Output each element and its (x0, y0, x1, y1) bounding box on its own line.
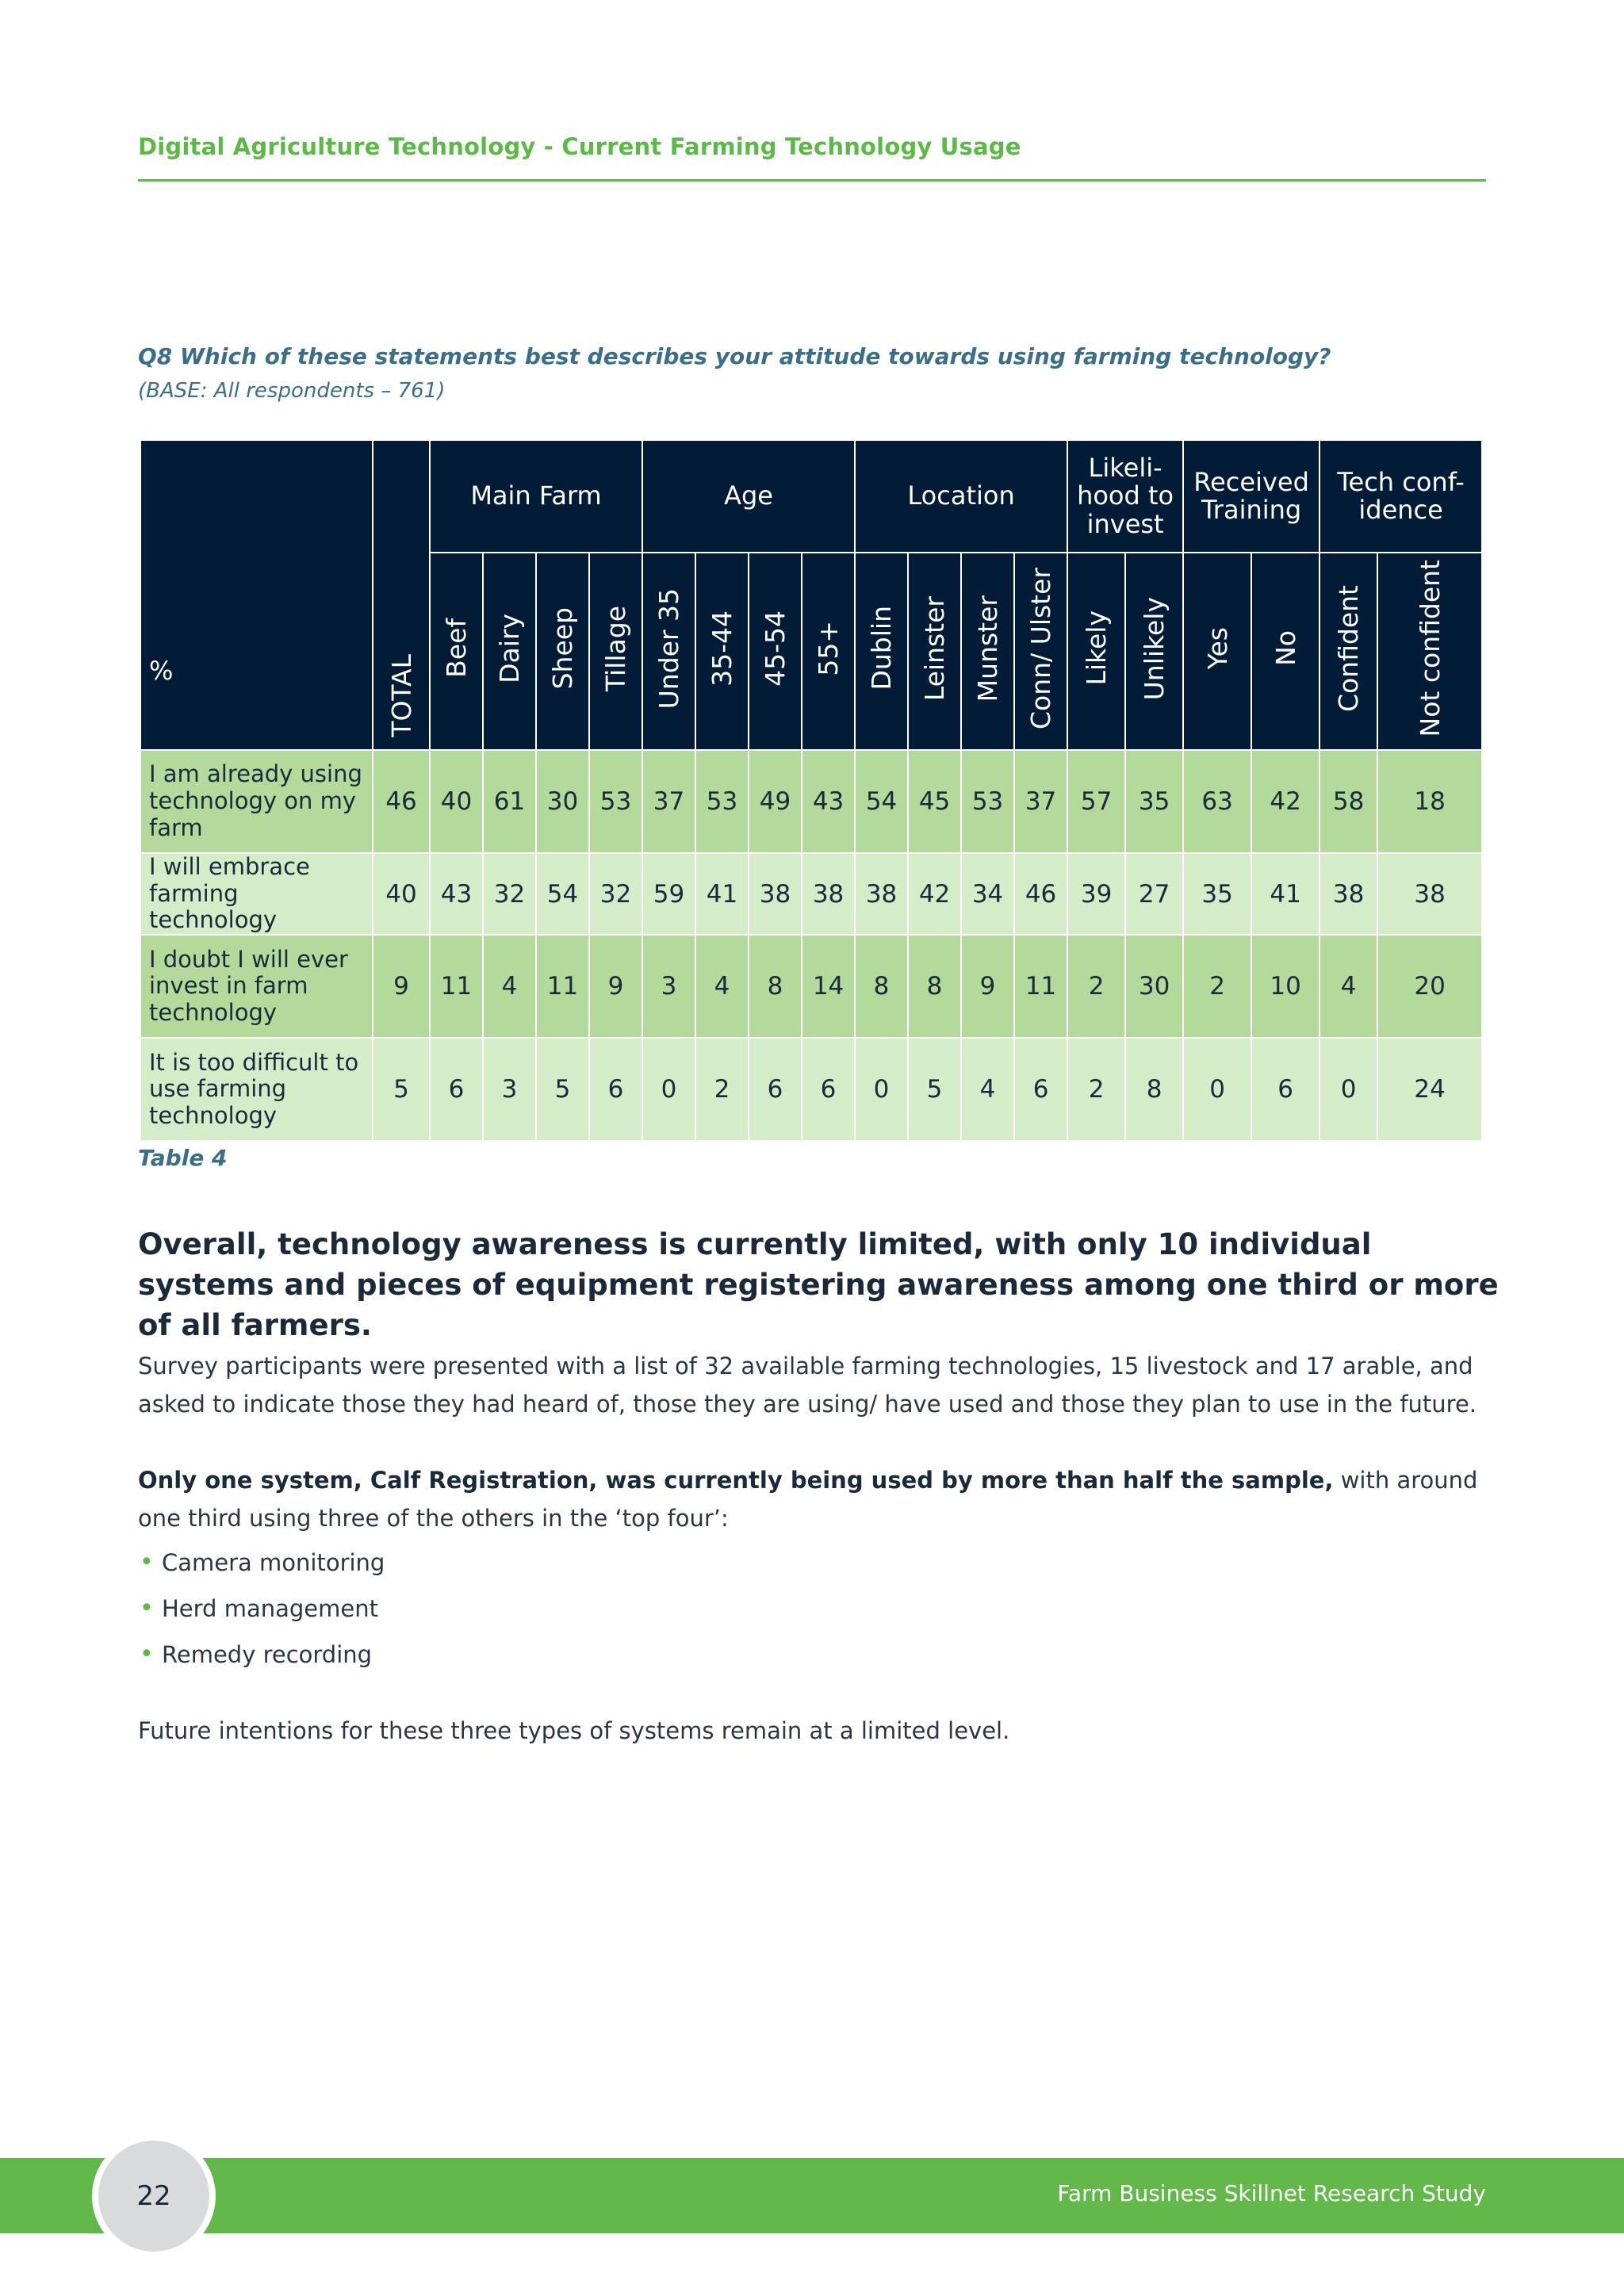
table-cell: 11 (430, 935, 483, 1038)
col-header-label: Munster (972, 595, 1004, 702)
col-header-label: 45-54 (760, 610, 791, 687)
table-cell: 0 (1183, 1038, 1251, 1141)
paragraph-survey: Survey participants were presented with a list of 32 available farming technologies, 15 livestock and 17 arable, and asked to indicate those they had heard of, those they are using/ have used and those they plan to use in the future. (138, 1353, 1477, 1418)
table-cell: 53 (589, 750, 642, 853)
col-header-leinster (908, 553, 961, 750)
table-cell: 45 (908, 750, 961, 853)
footer-publication-title: Farm Business Skillnet Research Study (1057, 2180, 1486, 2206)
group-header-training: Received Training (1183, 440, 1320, 553)
table-cell: 38 (1377, 853, 1482, 936)
paragraph-rest: with around one third using three of the others in the ‘top four’: (138, 1467, 1478, 1532)
col-header-tillage (589, 553, 642, 750)
col-header-35-44 (695, 553, 749, 750)
table-cell: 11 (536, 935, 589, 1038)
table-cell: 40 (373, 853, 430, 936)
base-note: (BASE: All respondents – 761) (138, 379, 446, 403)
col-header-label: Unlikely (1139, 596, 1170, 700)
table-cell: 4 (695, 935, 749, 1038)
table-cell: 3 (483, 1038, 536, 1141)
list-item-text: Camera monitoring (162, 1549, 385, 1576)
col-header-unlikely (1125, 553, 1183, 750)
table-cell: 6 (749, 1038, 802, 1141)
table-cell: 49 (749, 750, 802, 853)
col-header-no (1251, 553, 1320, 750)
table-cell: 42 (908, 853, 961, 936)
col-header-dairy (483, 553, 536, 750)
bullet-dot-icon: • (140, 1548, 154, 1576)
table-cell: 46 (1014, 853, 1067, 936)
table-cell: 9 (589, 935, 642, 1038)
page-number: 22 (98, 2141, 209, 2252)
table-cell: 27 (1125, 853, 1183, 936)
question-text: Q8 Which of these statements best describes your attitude towards using farming technology? (138, 343, 1331, 369)
col-header-munster (961, 553, 1014, 750)
table-cell: 42 (1251, 750, 1320, 853)
col-header-label: Sheep (547, 607, 578, 690)
section-headline: Overall, technology awareness is currently limited, with only 10 individual systems and pieces of equipment registering awareness among one third or more of all farmers. (138, 1227, 1499, 1343)
table-cell: 37 (1014, 750, 1067, 853)
col-header-total (373, 440, 430, 750)
col-header-label: Under 35 (653, 587, 685, 709)
table-cell: 6 (589, 1038, 642, 1141)
list-item-text: Herd management (162, 1595, 378, 1622)
col-header-label: No (1270, 630, 1301, 667)
table-cell: 32 (483, 853, 536, 936)
col-header-label: Beef (441, 618, 472, 679)
col-header-label: 35-44 (707, 610, 738, 687)
table-cell: 37 (642, 750, 695, 853)
table-cell: 58 (1320, 750, 1377, 853)
list-item (138, 1586, 385, 1632)
table-cell: 0 (855, 1038, 908, 1141)
bullet-dot-icon: • (140, 1594, 154, 1622)
col-header-label: Dairy (494, 613, 525, 683)
col-header-label: Confident (1333, 584, 1365, 712)
table-cell: 41 (695, 853, 749, 936)
table-row (140, 853, 1482, 936)
col-header-label: Leinster (919, 595, 951, 701)
table-cell: 6 (1251, 1038, 1320, 1141)
corner-percent: % (140, 440, 373, 750)
table-cell: 18 (1377, 750, 1482, 853)
col-header-label: Yes (1201, 627, 1233, 670)
col-header-label: Dublin (866, 606, 898, 691)
table-body (140, 750, 1482, 1142)
col-header-sheep (536, 553, 589, 750)
table-cell: 6 (430, 1038, 483, 1141)
col-header-conn-ulster (1014, 553, 1067, 750)
table-cell: 30 (536, 750, 589, 853)
group-header-main-farm: Main Farm (430, 440, 642, 553)
table-cell: 2 (1067, 1038, 1125, 1141)
table-cell: 39 (1067, 853, 1125, 936)
table-cell: 3 (642, 935, 695, 1038)
table-cell: 8 (908, 935, 961, 1038)
paragraph-future-intentions: Future intentions for these three types of systems remain at a limited level. (138, 1717, 1010, 1744)
table-cell: 53 (961, 750, 1014, 853)
col-header-confident (1320, 553, 1377, 750)
paragraph-bold-lead: Only one system, Calf Registration, was currently being used by more than half the sample, (138, 1467, 1334, 1494)
row-label: I am already using technology on my farm (140, 750, 373, 853)
row-label: I will embrace farming technology (140, 853, 373, 936)
table-cell: 10 (1251, 935, 1320, 1038)
table-cell: 59 (642, 853, 695, 936)
col-header-beef (430, 553, 483, 750)
table-cell: 38 (1320, 853, 1377, 936)
table-cell: 54 (855, 750, 908, 853)
table-cell: 30 (1125, 935, 1183, 1038)
table-cell: 2 (695, 1038, 749, 1141)
row-label: It is too difficult to use farming technology (140, 1038, 373, 1141)
table-group-header-row (140, 440, 1482, 553)
group-header-age: Age (642, 440, 855, 553)
group-header-confidence: Tech conf-idence (1320, 440, 1482, 553)
table-cell: 4 (961, 1038, 1014, 1141)
table-cell: 35 (1183, 853, 1251, 936)
table-cell: 4 (483, 935, 536, 1038)
row-label: I doubt I will ever invest in farm technology (140, 935, 373, 1038)
table-cell: 61 (483, 750, 536, 853)
col-header-label: Not confident (1414, 560, 1446, 737)
table-cell: 43 (430, 853, 483, 936)
table-cell: 32 (589, 853, 642, 936)
list-item (138, 1540, 385, 1586)
table-cell: 5 (373, 1038, 430, 1141)
table-cell: 9 (373, 935, 430, 1038)
table-cell: 54 (536, 853, 589, 936)
bullet-list (138, 1540, 385, 1678)
table-cell: 20 (1377, 935, 1482, 1038)
table-cell: 6 (802, 1038, 855, 1141)
header-divider (138, 179, 1486, 182)
col-header-dublin (855, 553, 908, 750)
table-cell: 35 (1125, 750, 1183, 853)
table-cell: 34 (961, 853, 1014, 936)
table-cell: 41 (1251, 853, 1320, 936)
table-row (140, 750, 1482, 853)
table-cell: 38 (749, 853, 802, 936)
table-cell: 40 (430, 750, 483, 853)
col-header-45-54 (749, 553, 802, 750)
table-cell: 8 (855, 935, 908, 1038)
running-header: Digital Agriculture Technology - Current Farming Technology Usage (138, 133, 1021, 160)
col-header-55-plus (802, 553, 855, 750)
table-cell: 38 (802, 853, 855, 936)
group-header-likelihood: Likeli-hood to invest (1067, 440, 1183, 553)
col-header-under-35 (642, 553, 695, 750)
table-cell: 5 (908, 1038, 961, 1141)
table-cell: 9 (961, 935, 1014, 1038)
table-cell: 11 (1014, 935, 1067, 1038)
table-cell: 0 (1320, 1038, 1377, 1141)
paragraph-calf-registration (138, 1462, 1502, 1538)
table-cell: 5 (536, 1038, 589, 1141)
table-cell: 4 (1320, 935, 1377, 1038)
table-cell: 38 (855, 853, 908, 936)
table-row (140, 935, 1482, 1038)
col-header-likely (1067, 553, 1125, 750)
table-cell: 53 (695, 750, 749, 853)
table-cell: 6 (1014, 1038, 1067, 1141)
table-cell: 2 (1183, 935, 1251, 1038)
table-cell: 57 (1067, 750, 1125, 853)
col-header-not-confident (1377, 553, 1482, 750)
col-header-yes (1183, 553, 1251, 750)
survey-table (140, 439, 1483, 1142)
table-cell: 63 (1183, 750, 1251, 853)
col-header-label: Likely (1081, 610, 1113, 686)
list-item (138, 1632, 385, 1678)
table-row (140, 1038, 1482, 1141)
table-cell: 8 (1125, 1038, 1183, 1141)
col-header-label: 55+ (813, 620, 845, 676)
table-cell: 46 (373, 750, 430, 853)
table-cell: 8 (749, 935, 802, 1038)
col-header-label: Tillage (600, 605, 632, 691)
list-item-text: Remedy recording (162, 1641, 373, 1668)
table-cell: 24 (1377, 1038, 1482, 1141)
table-cell: 0 (642, 1038, 695, 1141)
col-header-label: TOTAL (385, 653, 417, 737)
table-caption: Table 4 (138, 1145, 228, 1171)
table-cell: 14 (802, 935, 855, 1038)
group-header-location: Location (855, 440, 1067, 553)
table-cell: 43 (802, 750, 855, 853)
table-cell: 2 (1067, 935, 1125, 1038)
bullet-dot-icon: • (140, 1640, 154, 1668)
col-header-label: Conn/ Ulster (1025, 567, 1057, 729)
